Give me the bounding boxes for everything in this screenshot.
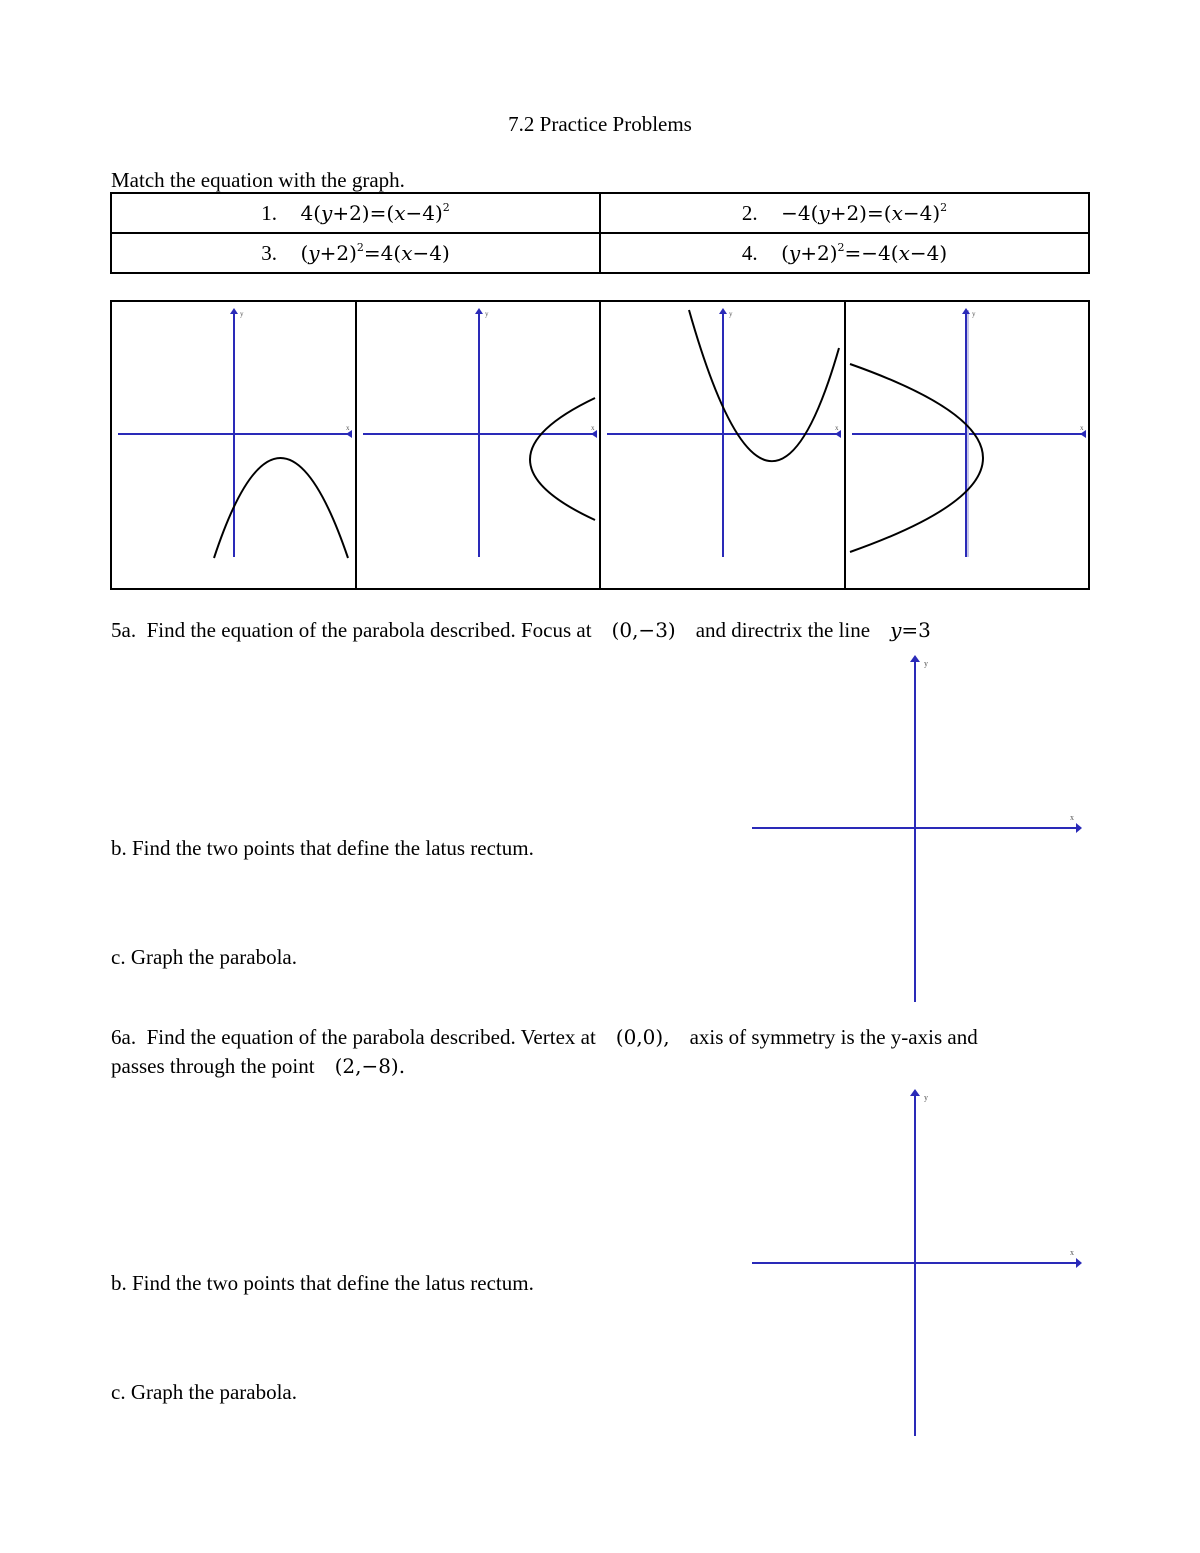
page-title: 7.2 Practice Problems (508, 112, 692, 136)
equation-1: 1. $4(y+2)=(x-4)^2$ (111, 193, 600, 233)
graph-d (846, 302, 1089, 588)
equation-3: 3. $(y+2)^2=4(x-4)$ (111, 233, 600, 273)
graph-b-y-label: y (484, 310, 488, 318)
graph-a-y-label: y (240, 310, 244, 318)
graph-c-curve (689, 310, 839, 461)
equation-table (110, 192, 1090, 274)
q6-axes (752, 1086, 1082, 1438)
graph-c-plot (601, 302, 845, 588)
match-instruction: Match the equation with the graph. (111, 168, 405, 192)
q6-y-label: y (924, 1093, 928, 1102)
graph-c-x-label: x (835, 424, 839, 432)
q5-axes (752, 652, 1082, 1004)
q6-x-label: x (1070, 1248, 1074, 1257)
graph-d-plot (846, 302, 1090, 588)
q6-part-a-line2: passes through the point (2,−8). (111, 1054, 406, 1078)
graph-b-plot (357, 302, 601, 588)
graph-d-x-label: x (1079, 424, 1083, 432)
q5-part-c: c. Graph the parabola. (111, 945, 297, 969)
q5-part-a: 5a. Find the equation of the parabola described. Focus at (0,−3) and directrix the line y=3 (111, 618, 931, 642)
q5-y-label: y (924, 659, 928, 668)
q6-part-a: 6a. Find the equation of the parabola described. Vertex at (0,0), axis of symmetry is the y-axis and (111, 1025, 978, 1049)
graph-d-curve (850, 364, 983, 552)
equation-4: 4. $(y+2)^2=-4(x-4)$ (600, 233, 1089, 273)
graph-c-y-label: y (729, 310, 733, 318)
q6-part-b: b. Find the two points that define the latus rectum. (111, 1271, 534, 1295)
graph-b-x-label: x (590, 424, 594, 432)
graph-b (357, 302, 602, 588)
graph-c (601, 302, 846, 588)
q5-x-label: x (1070, 813, 1074, 822)
equation-2: 2. $-4(y+2)=(x-4)^2$ (600, 193, 1089, 233)
graph-a (112, 302, 357, 588)
q6-part-c: c. Graph the parabola. (111, 1380, 297, 1404)
graph-a-plot (112, 302, 356, 588)
graph-b-curve (530, 398, 595, 520)
q5-part-b: b. Find the two points that define the latus rectum. (111, 836, 534, 860)
graph-d-y-label: y (971, 310, 975, 318)
graph-panel (110, 300, 1090, 590)
graph-a-x-label: x (346, 424, 350, 432)
